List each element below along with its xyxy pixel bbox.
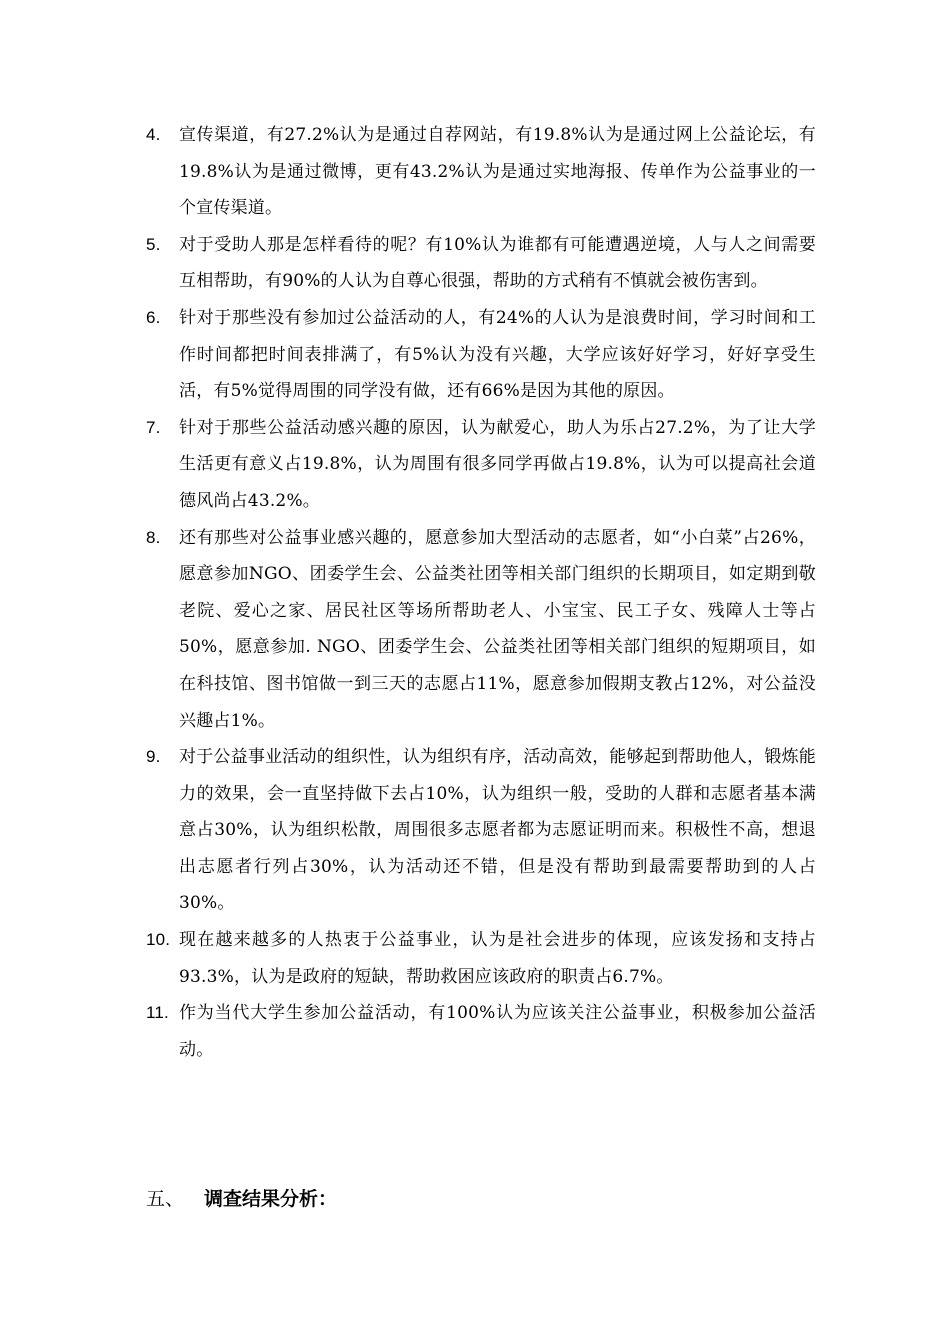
list-item	[146, 410, 816, 520]
list-item-number: 5.	[146, 234, 161, 254]
list-item-number: 10.	[146, 930, 171, 950]
list-item-text: 作为当代大学生参加公益活动，有100%认为应该关注公益事业，积极参加公益活动。	[179, 1003, 816, 1060]
list-item	[146, 300, 816, 410]
list-item-number: 8.	[146, 527, 161, 547]
list-item	[146, 739, 816, 922]
section-heading	[146, 1183, 337, 1215]
list-item-number: 11.	[146, 1003, 169, 1023]
list-item-text: 还有那些对公益事业感兴趣的，愿意参加大型活动的志愿者，如“小白菜”占26%，愿意参加NGO、团委学生会、公益类社团等相关部门组织的长期项目，如定期到敬老院、爱心之家、居民社区等场所帮助老人、小宝宝、民工子女、残障人士等占50%，愿意参加. NGO、团委学生会、公益类社团等相关部门组织的短期项目，如在科技馆、图书馆做一到三天的志愿占11%，愿意参加假期支教占12%，对公益没兴趣占1%。	[179, 527, 816, 731]
section-heading-number: 五、	[146, 1188, 185, 1210]
list-item	[146, 922, 816, 995]
list-item-text: 宣传渠道，有27.2%认为是通过自荐网站，有19.8%认为是通过网上公益论坛，有19.8%认为是通过微博，更有43.2%认为是通过实地海报、传单作为公益事业的一个宣传渠道。	[179, 125, 816, 219]
list-item	[146, 117, 816, 227]
list-item	[146, 520, 816, 740]
list-item-text: 现在越来越多的人热衷于公益事业，认为是社会进步的体现，应该发扬和支持占93.3%，认为是政府的短缺，帮助救困应该政府的职责占6.7%。	[179, 930, 816, 987]
list-item-number: 6.	[146, 307, 161, 327]
survey-results-list	[146, 117, 816, 1068]
list-item	[146, 227, 816, 300]
list-item-number: 7.	[146, 417, 161, 437]
list-item-text: 针对于那些公益活动感兴趣的原因，认为献爱心，助人为乐占27.2%，为了让大学生活更有意义占19.8%，认为周围有很多同学再做占19.8%，认为可以提高社会道德风尚占43.2%。	[179, 417, 816, 511]
list-item-text: 针对于那些没有参加过公益活动的人，有24%的人认为是浪费时间，学习时间和工作时间都把时间表排满了，有5%认为没有兴趣，大学应该好好学习，好好享受生活，有5%觉得周围的同学没有做，还有66%是因为其他的原因。	[179, 307, 816, 402]
list-item-number: 4.	[146, 125, 161, 144]
list-item-text: 对于公益事业活动的组织性，认为组织有序，活动高效，能够起到帮助他人，锻炼能力的效果，会一直坚持做下去占10%，认为组织一般，受助的人群和志愿者基本满意占30%，认为组织松散，周围很多志愿者都为志愿证明而来。积极性不高，想退出志愿者行列占30%，认为活动还不错，但是没有帮助到最需要帮助到的人占30%。	[179, 747, 816, 914]
list-item-number: 9.	[146, 747, 161, 767]
list-item	[146, 995, 816, 1068]
list-item-text: 对于受助人那是怎样看待的呢？有10%认为谁都有可能遭遇逆境，人与人之间需要互相帮助，有90%的人认为自尊心很强，帮助的方式稍有不慎就会被伤害到。	[179, 234, 816, 292]
section-heading-title: 调查结果分析：	[204, 1188, 338, 1210]
